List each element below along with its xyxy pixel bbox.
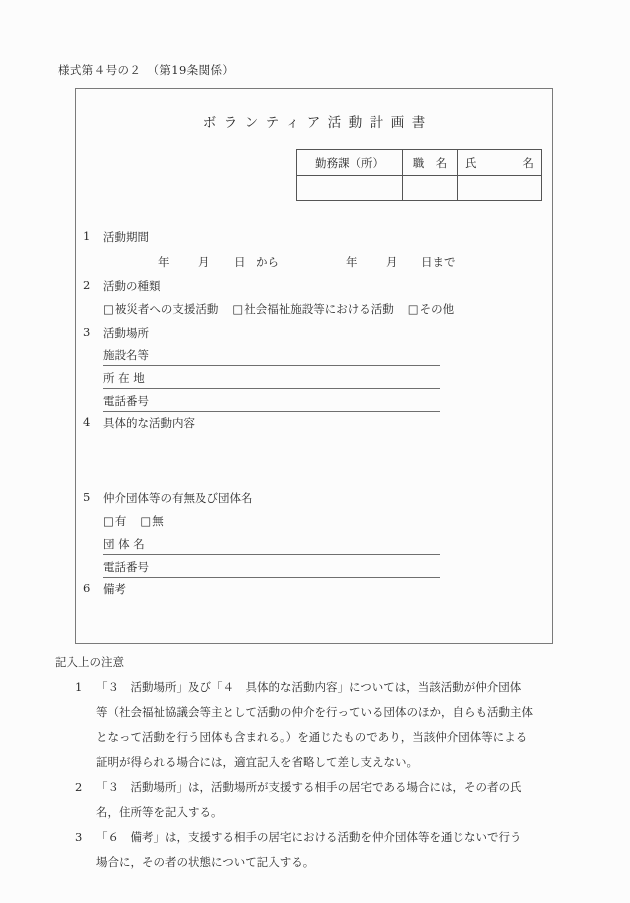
input-remarks[interactable] (103, 603, 483, 641)
month-to-label[interactable]: 月 (386, 255, 398, 269)
section-number-3: 3 (83, 325, 91, 339)
checkbox-intermediary-yes[interactable] (103, 514, 126, 528)
table-header-row (297, 150, 542, 176)
checkbox-icon: □ (103, 302, 114, 316)
checkbox-label: 無 (152, 514, 164, 528)
input-activity-details[interactable] (103, 437, 483, 497)
note-line: 等（社会福祉協議会等主として活動の仲介を行っている団体のほか，自らも活動主体 (96, 705, 533, 719)
field-label: 電話番号 (103, 560, 149, 574)
note-line: 「３ 活動場所」は，活動場所が支援する相手の居宅である場合には，その者の氏 (96, 780, 522, 794)
note-number: 3 (75, 830, 83, 844)
notes-title: 記入上の注意 (55, 655, 124, 669)
note-item-1 (50, 675, 585, 775)
year-from-label[interactable]: 年 (158, 255, 170, 269)
checkbox-welfare-facility-activity[interactable] (232, 302, 393, 316)
form-number-label: 様式第４号の２ （第19条関係） (58, 63, 235, 77)
intermediary-presence-checkbox-group (103, 513, 178, 529)
checkbox-label: その他 (419, 302, 455, 316)
field-label: 所 在 地 (103, 371, 145, 385)
note-item-2 (50, 775, 585, 825)
field-facility-address[interactable] (103, 370, 440, 389)
note-line: 「３ 活動場所」及び「４ 具体的な活動内容」については，当該活動が仲介団体 (96, 680, 522, 694)
field-label: 施設名等 (103, 348, 149, 362)
field-organization-name[interactable] (103, 536, 440, 555)
form-body-box (75, 88, 553, 644)
month-from-label[interactable]: 月 (198, 255, 210, 269)
checkbox-icon: □ (140, 514, 152, 528)
date-range-connector: から (256, 255, 279, 269)
checkbox-disaster-victim-support[interactable] (103, 302, 218, 316)
checkbox-icon: □ (232, 302, 244, 316)
header-name-first-char: 氏 (465, 155, 477, 170)
day-from-label[interactable]: 日 (234, 255, 246, 269)
note-line: 「６ 備考」は，支援する相手の居宅における活動を仲介団体等を通じないで行う (96, 830, 522, 844)
note-line: となって活動を行う団体も含まれる。）を通じたものであり，当該仲介団体等による (96, 730, 528, 744)
note-item-3 (50, 825, 585, 875)
page-title: ボランティア活動計画書 (202, 115, 433, 131)
checkbox-label: 有 (114, 514, 127, 528)
table-row (297, 176, 542, 201)
field-organization-phone[interactable] (103, 559, 440, 578)
field-facility-name[interactable] (103, 347, 440, 366)
section-label-intermediary-organization: 仲介団体等の有無及び団体名 (103, 491, 253, 505)
checkbox-label: 社会福祉施設等における活動 (244, 302, 394, 316)
activity-type-checkbox-group (103, 301, 468, 317)
section-number-6: 6 (83, 581, 91, 595)
note-number: 1 (75, 680, 83, 694)
field-label: 電話番号 (103, 394, 149, 408)
header-job-title: 職 名 (403, 150, 458, 176)
section-label-remarks: 備考 (103, 582, 126, 596)
section-label-activity-details: 具体的な活動内容 (103, 416, 195, 430)
section-number-5: 5 (83, 490, 91, 504)
day-to-label[interactable]: 日まで (421, 255, 456, 269)
staff-info-table (296, 149, 542, 201)
year-to-label[interactable]: 年 (346, 255, 358, 269)
input-name[interactable] (458, 176, 542, 201)
header-name (458, 150, 542, 176)
section-label-activity-type: 活動の種類 (103, 279, 161, 293)
note-line: 名，住所等を記入する。 (96, 805, 223, 819)
checkbox-label: 被災者への支援活動 (114, 302, 219, 316)
checkbox-icon: □ (103, 514, 114, 528)
notes-section (50, 650, 585, 875)
note-number: 2 (75, 780, 83, 794)
header-department: 勤務課（所） (297, 150, 403, 176)
note-line: 証明が得られる場合には，適宜記入を省略して差し支えない。 (96, 755, 418, 769)
checkbox-other[interactable] (408, 302, 454, 316)
field-label: 団 体 名 (103, 537, 145, 551)
header-name-second-char: 名 (522, 155, 534, 170)
input-job-title[interactable] (403, 176, 458, 201)
section-number-1: 1 (83, 229, 91, 243)
section-label-activity-location: 活動場所 (103, 326, 149, 340)
section-number-2: 2 (83, 278, 91, 292)
field-facility-phone[interactable] (103, 393, 440, 412)
input-department[interactable] (297, 176, 403, 201)
section-number-4: 4 (83, 415, 91, 429)
section-label-activity-period: 活動期間 (103, 230, 149, 244)
checkbox-icon: □ (407, 302, 419, 316)
checkbox-intermediary-no[interactable] (140, 514, 163, 528)
note-line: 場合に，その者の状態について記入する。 (96, 855, 315, 869)
